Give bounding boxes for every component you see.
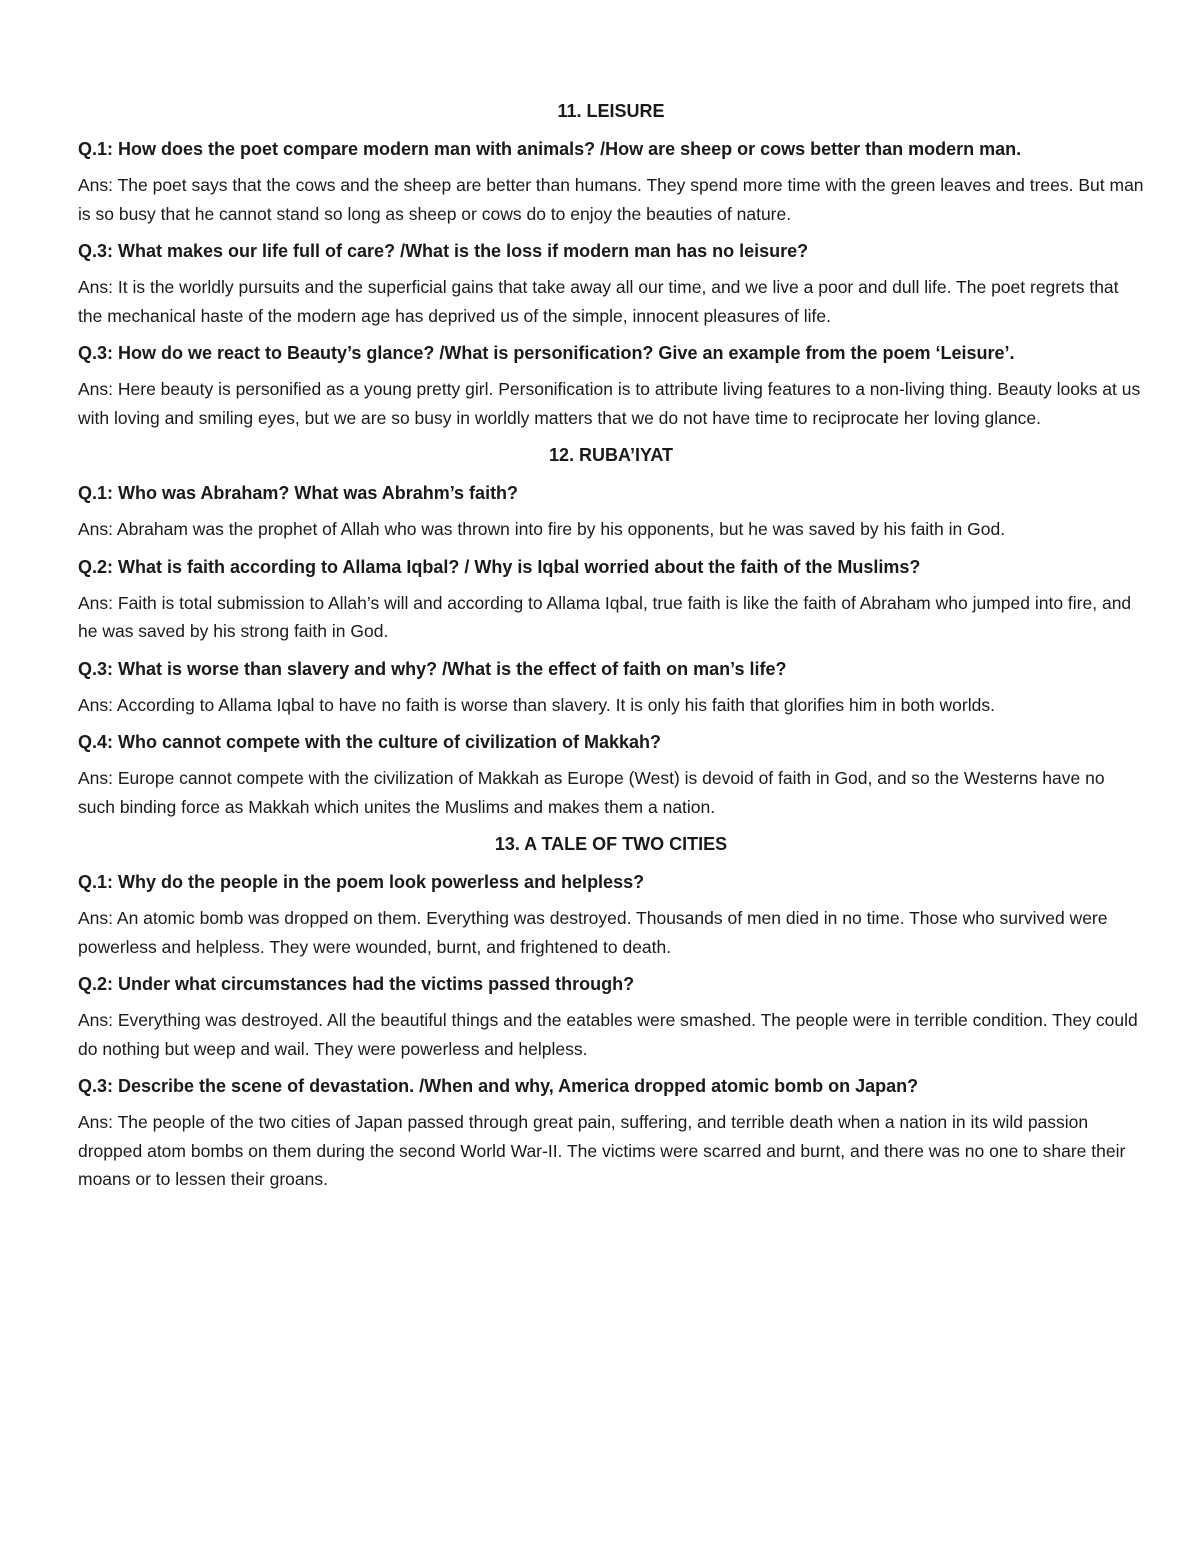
- question: Q.3: How do we react to Beauty’s glance? /What is personification? Give an example from the poem ‘Leisure’.: [78, 343, 1015, 363]
- answer: Ans: According to Allama Iqbal to have no faith is worse than slavery. It is only his faith that glorifies him in both worlds.: [78, 694, 995, 715]
- section-title: 12. RUBA’IYAT: [548, 445, 674, 465]
- answer: Ans: Abraham was the prophet of Allah who was thrown into fire by his opponents, but he was saved by his faith in God.: [78, 519, 1006, 539]
- answer: Ans: The people of the two cities of Japan passed through great pain, suffering, and terrible death when a nation in its wild passion dropped atom bombs on them during the second World War-II. The victims were scarred and burnt, and there was no one to share their moans or to lessen their groans.: [78, 1112, 1126, 1189]
- section-title: 11. LEISURE: [557, 101, 665, 121]
- answer: Ans: Faith is total submission to Allah’s will and according to Allama Iqbal, true faith is like the faith of Abraham who jumped into fire, and he was saved by his strong faith in God.: [78, 592, 1132, 641]
- answer: Ans: It is the worldly pursuits and the superficial gains that take away all our time, and we live a poor and dull life. The poet regrets that the mechanical haste of the modern age has deprived us of the simple, innocent pleasures of life.: [78, 277, 1119, 326]
- section-title: 13. A TALE OF TWO CITIES: [494, 834, 728, 854]
- question: Q.3: What is worse than slavery and why? /What is the effect of faith on man’s life?: [78, 658, 787, 679]
- section-rubaiyat: [78, 442, 1144, 821]
- question: Q.2: Under what circumstances had the victims passed through?: [78, 974, 635, 994]
- question: Q.1: How does the poet compare modern man with animals? /How are sheep or cows better than modern man.: [78, 139, 1022, 159]
- question: Q.2: What is faith according to Allama Iqbal? / Why is Iqbal worried about the faith of the Muslims?: [78, 556, 921, 577]
- answer: Ans: The poet says that the cows and the sheep are better than humans. They spend more time with the green leaves and trees. But man is so busy that he cannot stand so long as sheep or cows do to enjoy the beauties of nature.: [78, 175, 1144, 224]
- section-tale-of-two-cities: [78, 831, 1144, 1194]
- answer: Ans: Everything was destroyed. All the beautiful things and the eatables were smashed. The people were in terrible condition. They could do nothing but weep and wail. They were powerless and helpless.: [78, 1010, 1138, 1059]
- question: Q.1: Why do the people in the poem look powerless and helpless?: [78, 872, 645, 892]
- section-leisure: [78, 98, 1144, 432]
- question: Q.3: What makes our life full of care? /What is the loss if modern man has no leisure?: [78, 241, 809, 261]
- question: Q.1: Who was Abraham? What was Abrahm’s faith?: [78, 483, 519, 503]
- answer: Ans: Europe cannot compete with the civilization of Makkah as Europe (West) is devoid of faith in God, and so the Westerns have no such binding force as Makkah which unites the Muslims and makes them a nation.: [78, 768, 1105, 817]
- question: Q.4: Who cannot compete with the culture of civilization of Makkah?: [78, 732, 662, 752]
- question: Q.3: Describe the scene of devastation. /When and why, America dropped atomic bomb on Japan?: [78, 1076, 919, 1096]
- answer: Ans: An atomic bomb was dropped on them. Everything was destroyed. Thousands of men died in no time. Those who survived were powerless and helpless. They were wounded, burnt, and frightened to death.: [78, 908, 1108, 957]
- answer: Ans: Here beauty is personified as a young pretty girl. Personification is to attribute living features to a non-living thing. Beauty looks at us with loving and smiling eyes, but we are so busy in worldly matters that we do not have time to reciprocate her loving glance.: [78, 379, 1141, 428]
